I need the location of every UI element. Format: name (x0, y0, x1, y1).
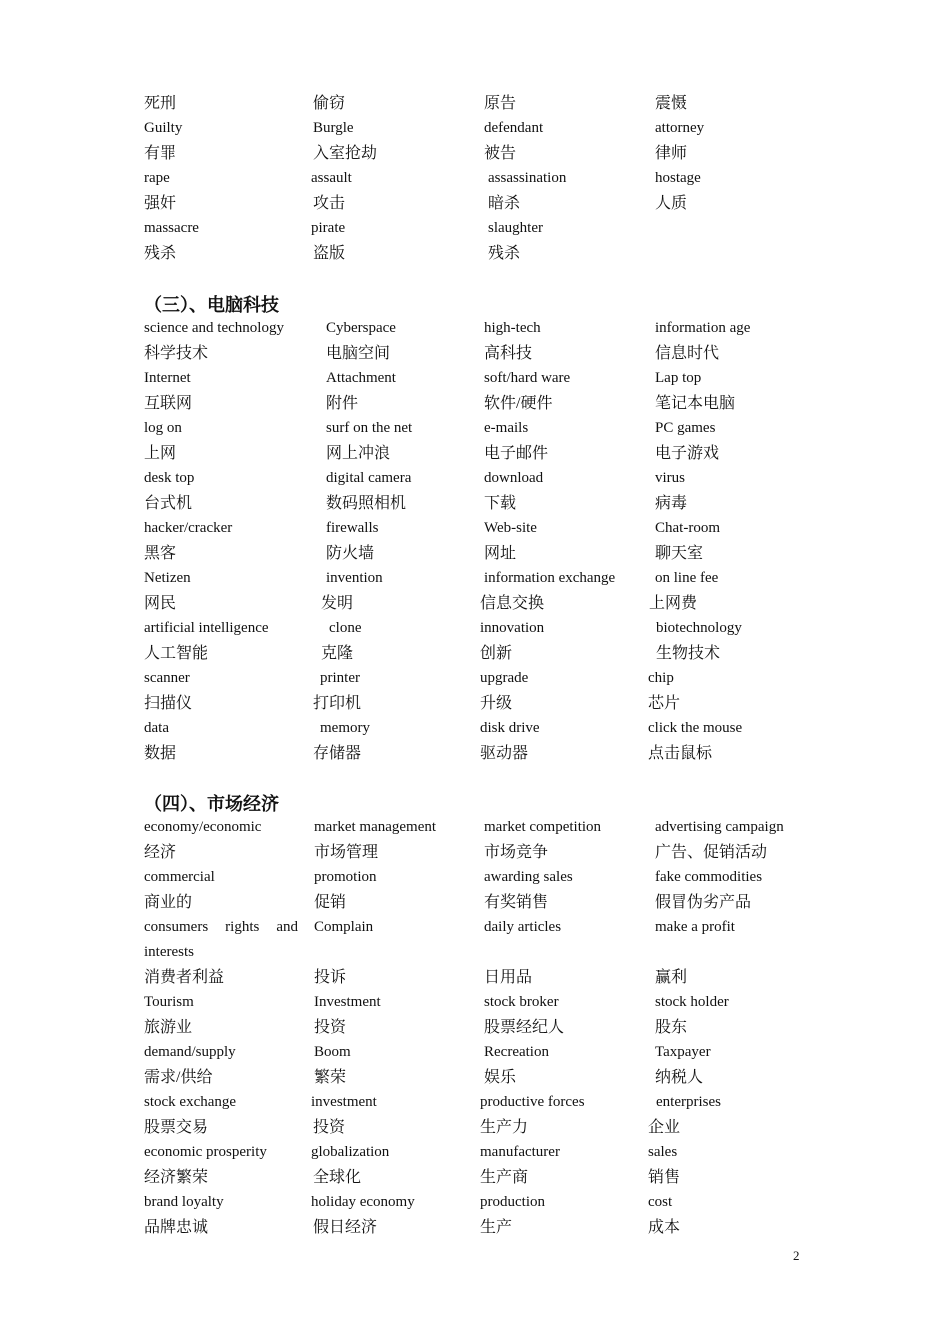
vocab-cell: 信息交换 (480, 595, 545, 612)
vocab-cell: 纳税人 (655, 1069, 704, 1086)
table-row (144, 216, 824, 241)
vocab-cell: 广告、促销活动 (655, 844, 768, 861)
vocab-cell: 信息时代 (655, 345, 720, 362)
table-row (144, 1015, 824, 1040)
table-row (144, 915, 824, 965)
vocab-cell: soft/hard ware (484, 370, 571, 386)
vocab-cell: hacker/cracker (144, 520, 233, 536)
vocab-cell: 有罪 (144, 145, 177, 162)
vocab-cell: manufacturer (480, 1144, 560, 1160)
section-heading: （三）、电脑科技 (144, 295, 279, 316)
vocab-cell: 人质 (655, 195, 688, 212)
vocab-cell: 芯片 (648, 695, 681, 712)
section-legal-terms (144, 91, 824, 266)
table-row (144, 391, 824, 416)
table-row (144, 191, 824, 216)
table-row (144, 516, 824, 541)
vocab-cell: daily articles (484, 919, 562, 935)
table-row (144, 865, 824, 890)
vocab-cell: 网址 (484, 545, 517, 562)
vocab-cell: 原告 (484, 95, 517, 112)
vocab-cell: assault (311, 170, 352, 186)
vocab-cell: 入室抢劫 (313, 145, 378, 162)
table-row (144, 91, 824, 116)
vocab-cell: production (480, 1194, 545, 1210)
vocab-cell: 附件 (326, 395, 359, 412)
vocab-cell: economy/economic (144, 819, 262, 835)
vocab-cell: cost (648, 1194, 673, 1210)
vocab-cell: attorney (655, 120, 705, 136)
vocab-cell: 黑客 (144, 545, 177, 562)
vocab-cell: promotion (314, 869, 377, 885)
vocab-cell: innovation (480, 620, 545, 636)
table-row (144, 1190, 824, 1215)
vocab-cell: 软件/硬件 (484, 395, 553, 412)
vocab-cell: Taxpayer (655, 1044, 711, 1060)
table-row (144, 815, 824, 840)
vocab-cell: 偷窃 (313, 95, 346, 112)
vocab-cell: 电子游戏 (655, 445, 720, 462)
table-row (144, 616, 824, 641)
vocab-cell: 互联网 (144, 395, 193, 412)
vocab-cell: 科学技术 (144, 345, 209, 362)
vocab-cell: 点击鼠标 (648, 745, 713, 762)
table-row (144, 591, 824, 616)
vocab-cell: 假日经济 (313, 1219, 378, 1236)
vocab-cell: 投资 (314, 1019, 347, 1036)
vocab-cell: 市场竞争 (484, 844, 549, 861)
vocab-cell: on line fee (655, 570, 719, 586)
vocab-cell: 股东 (655, 1019, 688, 1036)
vocab-cell: 旅游业 (144, 1019, 193, 1036)
vocab-cell: 经济繁荣 (144, 1169, 209, 1186)
section-market-economy (144, 815, 824, 1240)
vocab-cell: 存储器 (313, 745, 362, 762)
vocab-cell: 生产 (480, 1219, 513, 1236)
vocab-cell: rape (144, 170, 170, 186)
vocab-cell: 笔记本电脑 (655, 395, 736, 412)
table-row (144, 741, 824, 766)
vocab-cell: 企业 (648, 1119, 681, 1136)
vocab-cell: 繁荣 (314, 1069, 347, 1086)
vocab-cell: Boom (314, 1044, 351, 1060)
table-row (144, 416, 824, 441)
vocab-cell: 成本 (648, 1219, 681, 1236)
vocab-cell: massacre (144, 220, 199, 236)
table-row (144, 541, 824, 566)
table-row (144, 1165, 824, 1190)
section-heading: （四）、市场经济 (144, 794, 279, 815)
vocab-cell: defendant (484, 120, 544, 136)
vocab-cell: hostage (655, 170, 701, 186)
vocab-cell: Complain (314, 919, 374, 935)
vocab-cell: chip (648, 670, 674, 686)
vocab-cell: demand/supply (144, 1044, 236, 1060)
vocab-cell: 网民 (144, 595, 177, 612)
vocab-cell: Lap top (655, 370, 702, 386)
table-row (144, 341, 824, 366)
vocab-cell: economic prosperity (144, 1144, 267, 1160)
vocab-cell: 股票经纪人 (484, 1019, 565, 1036)
vocab-cell: 假冒伪劣产品 (655, 894, 752, 911)
vocab-cell: globalization (311, 1144, 390, 1160)
vocab-cell: 驱动器 (480, 745, 529, 762)
vocab-cell: consumers rights and interests (144, 919, 298, 960)
table-row (144, 166, 824, 191)
vocab-cell: 经济 (144, 844, 177, 861)
vocab-cell: 电子邮件 (484, 445, 549, 462)
vocab-cell: 暗杀 (488, 195, 521, 212)
vocab-cell: 投诉 (314, 969, 347, 986)
vocab-cell: Chat-room (655, 520, 720, 536)
page-number: 2 (793, 1248, 800, 1263)
vocab-cell: 克隆 (321, 645, 354, 662)
vocab-cell: 扫描仪 (144, 695, 193, 712)
vocab-cell: 商业的 (144, 894, 193, 911)
table-row (144, 1040, 824, 1065)
vocab-cell: pirate (311, 220, 346, 236)
vocab-cell: Internet (144, 370, 191, 386)
vocab-cell: awarding sales (484, 869, 573, 885)
vocab-cell: fake commodities (655, 869, 763, 885)
vocab-cell: Netizen (144, 570, 191, 586)
vocab-cell: 电脑空间 (326, 345, 391, 362)
vocab-cell: 病毒 (655, 495, 688, 512)
vocab-cell: 升级 (480, 695, 513, 712)
vocab-cell: data (144, 720, 169, 736)
vocab-cell: investment (311, 1094, 377, 1110)
vocab-cell: desk top (144, 470, 195, 486)
table-row (144, 716, 824, 741)
table-row (144, 316, 824, 341)
vocab-cell: market management (314, 819, 437, 835)
table-row (144, 890, 824, 915)
vocab-cell: scanner (144, 670, 190, 686)
vocab-cell: enterprises (656, 1094, 721, 1110)
vocab-cell: Guilty (144, 120, 183, 136)
vocab-cell: 台式机 (144, 495, 193, 512)
vocab-cell: 残杀 (144, 245, 177, 262)
vocab-cell: 生产力 (480, 1119, 529, 1136)
vocab-cell: 需求/供给 (144, 1069, 213, 1086)
vocab-cell: 娱乐 (484, 1069, 517, 1086)
vocab-cell: PC games (655, 420, 716, 436)
vocab-cell: Burgle (313, 120, 354, 136)
vocab-cell: 有奖销售 (484, 894, 549, 911)
vocab-cell: market competition (484, 819, 602, 835)
vocab-cell: 创新 (480, 645, 513, 662)
vocab-cell: commercial (144, 869, 215, 885)
table-row (144, 641, 824, 666)
vocab-cell: click the mouse (648, 720, 743, 736)
vocab-cell: memory (320, 720, 370, 736)
vocab-cell: information age (655, 320, 751, 336)
vocab-cell: 销售 (648, 1169, 681, 1186)
vocab-cell: 被告 (484, 145, 517, 162)
vocab-cell: virus (655, 470, 685, 486)
vocab-cell: Recreation (484, 1044, 549, 1060)
vocab-cell: log on (144, 420, 182, 436)
vocab-cell: 下载 (484, 495, 517, 512)
vocab-cell: 日用品 (484, 969, 533, 986)
table-row (144, 441, 824, 466)
vocab-cell: 防火墙 (326, 545, 375, 562)
vocab-cell: 打印机 (313, 695, 362, 712)
table-row (144, 116, 824, 141)
vocab-cell: stock broker (484, 994, 559, 1010)
vocab-cell: 全球化 (313, 1169, 362, 1186)
vocab-cell: 残杀 (488, 245, 521, 262)
vocab-cell: 上网 (144, 445, 177, 462)
vocab-cell: 数码照相机 (326, 495, 407, 512)
vocab-cell: invention (326, 570, 383, 586)
table-row (144, 566, 824, 591)
vocab-cell: 投资 (313, 1119, 346, 1136)
vocab-cell: 强奸 (144, 195, 177, 212)
table-row (144, 691, 824, 716)
vocab-cell: assassination (488, 170, 567, 186)
vocab-cell: 市场管理 (314, 844, 379, 861)
vocab-cell: 股票交易 (144, 1119, 209, 1136)
vocab-cell: make a profit (655, 919, 735, 935)
vocab-cell: high-tech (484, 320, 541, 336)
vocab-cell: 死刑 (144, 95, 177, 112)
vocab-cell: brand loyalty (144, 1194, 224, 1210)
vocab-cell: 聊天室 (655, 545, 704, 562)
vocab-cell: stock holder (655, 994, 729, 1010)
table-row (144, 666, 824, 691)
vocab-cell: information exchange (484, 570, 616, 586)
table-row (144, 1065, 824, 1090)
vocab-cell: upgrade (480, 670, 529, 686)
vocab-cell: 生物技术 (656, 645, 721, 662)
table-row (144, 241, 824, 266)
vocab-cell: productive forces (480, 1094, 585, 1110)
vocab-cell: science and technology (144, 320, 284, 336)
vocab-cell: artificial intelligence (144, 620, 269, 636)
vocab-cell: digital camera (326, 470, 412, 486)
vocab-cell: Web-site (484, 520, 537, 536)
vocab-cell: Investment (314, 994, 381, 1010)
table-row (144, 366, 824, 391)
vocab-cell: 消费者利益 (144, 969, 225, 986)
section-computer-technology (144, 316, 824, 766)
table-row (144, 1215, 824, 1240)
table-row (144, 141, 824, 166)
table-row (144, 840, 824, 865)
vocab-cell: 数据 (144, 745, 177, 762)
vocab-cell: advertising campaign (655, 819, 784, 835)
vocab-cell: firewalls (326, 520, 379, 536)
vocab-cell: disk drive (480, 720, 540, 736)
vocab-cell: 发明 (321, 595, 354, 612)
vocab-cell: 震慑 (655, 95, 688, 112)
vocab-cell: 盗版 (313, 245, 346, 262)
vocab-cell: stock exchange (144, 1094, 237, 1110)
table-row (144, 1090, 824, 1115)
vocab-cell: 人工智能 (144, 645, 209, 662)
vocab-cell: slaughter (488, 220, 543, 236)
vocab-cell: 网上冲浪 (326, 445, 391, 462)
vocab-cell: holiday economy (311, 1194, 415, 1210)
table-row (144, 990, 824, 1015)
vocab-cell: e-mails (484, 420, 529, 436)
vocab-cell: 攻击 (313, 195, 346, 212)
vocab-cell: 生产商 (480, 1169, 529, 1186)
vocab-cell: printer (320, 670, 360, 686)
table-row (144, 1115, 824, 1140)
vocab-cell: 上网费 (649, 595, 698, 612)
vocab-cell: 品牌忠诚 (144, 1219, 209, 1236)
vocab-cell: 促销 (314, 894, 347, 911)
vocab-cell: Attachment (326, 370, 396, 386)
table-row (144, 466, 824, 491)
vocab-cell: sales (648, 1144, 678, 1160)
vocab-cell: Cyberspace (326, 320, 396, 336)
table-row (144, 965, 824, 990)
vocab-cell: 律师 (655, 145, 688, 162)
vocab-cell: biotechnology (656, 620, 742, 636)
vocab-cell: surf on the net (326, 420, 413, 436)
table-row (144, 491, 824, 516)
vocab-cell: Tourism (144, 994, 194, 1010)
vocab-cell: download (484, 470, 544, 486)
vocab-cell: clone (329, 620, 362, 636)
table-row (144, 1140, 824, 1165)
vocab-cell: 高科技 (484, 345, 533, 362)
vocab-cell: 赢利 (655, 969, 688, 986)
